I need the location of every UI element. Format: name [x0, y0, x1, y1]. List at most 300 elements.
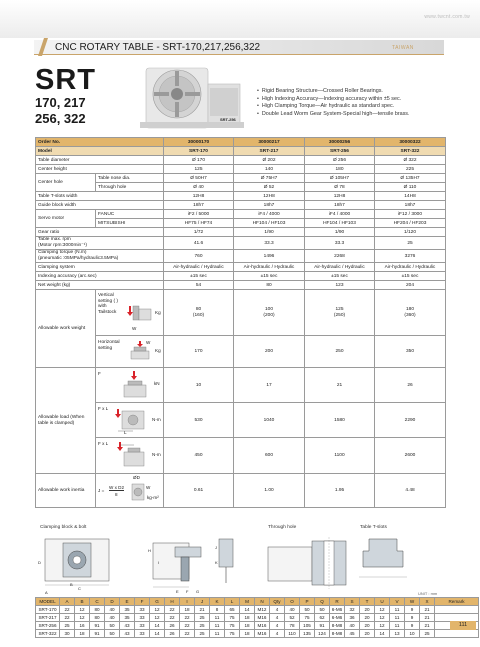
dimensions-body: [36, 598, 479, 638]
cell: 33.3: [305, 237, 375, 250]
dim-cell: U: [375, 598, 390, 606]
dim-cell: 26: [165, 622, 180, 630]
dim-cell: K: [210, 598, 225, 606]
dim-cell: 62: [315, 614, 330, 622]
model-name: SRT-256: [305, 147, 375, 156]
dim-cell: 80: [90, 614, 105, 622]
dim-cell: 33: [135, 606, 150, 614]
load-fxl2-diagram: [114, 442, 150, 470]
dim-cell: 78: [285, 622, 300, 630]
dim-cell: 25: [60, 622, 75, 630]
row-label: Allowable work weight: [36, 290, 96, 368]
dim-cell: [435, 606, 479, 614]
cell: Air-hydraulic / Hydraulic: [305, 263, 375, 272]
dim-cell: 8: [210, 606, 225, 614]
cell: Ø 78: [305, 183, 375, 192]
cell: Ø 110: [375, 183, 446, 192]
page-title: CNC ROTARY TABLE - SRT-170,217,256,322: [55, 42, 261, 53]
cell: ±15 sec: [164, 272, 234, 281]
dim-cell: 33: [135, 614, 150, 622]
cell: 1/90: [234, 228, 305, 237]
dim-cell: 30: [60, 630, 75, 638]
cell: Ø 75H7: [234, 174, 305, 183]
cell: 12H8: [164, 192, 234, 201]
unit-label: kN: [154, 381, 160, 386]
table-row-model: [36, 147, 446, 156]
model-cell: SRT-217: [36, 614, 60, 622]
dim-cell: 8-M8: [330, 630, 345, 638]
cell: iF2 / 5000: [164, 210, 234, 219]
table-row: [36, 174, 446, 183]
cell: 2290: [375, 403, 446, 438]
cell: 0.61: [164, 474, 234, 508]
dim-cell: 14: [375, 630, 390, 638]
cell-value: (200): [263, 312, 275, 318]
cell: 760: [164, 250, 234, 263]
dim-cell: 43: [120, 622, 135, 630]
cell: Air-hydraulic / Hydraulic: [164, 263, 234, 272]
dim-letter: H: [148, 548, 151, 553]
cell: 80: [234, 281, 305, 290]
dim-cell: M: [240, 598, 255, 606]
dim-cell: 20: [360, 622, 375, 630]
dim-cell: 43: [120, 630, 135, 638]
cell: 41.6: [164, 237, 234, 250]
cell: 10: [164, 368, 234, 403]
cell: 26: [375, 368, 446, 403]
row-label: Allowable load (When table is clamped): [36, 368, 96, 474]
dim-cell: 21: [195, 606, 210, 614]
cell: [234, 290, 305, 336]
dim-cell: 40: [105, 606, 120, 614]
dim-cell: 18: [240, 622, 255, 630]
dim-letter: A: [45, 590, 48, 595]
model-line-2: 256, 322: [35, 111, 86, 126]
model-name: SRT-217: [234, 147, 305, 156]
dim-letter: J: [215, 545, 217, 550]
dim-cell: 80: [90, 606, 105, 614]
cell: 123: [305, 281, 375, 290]
model-cell: SRT-256: [36, 622, 60, 630]
cell: 1100: [305, 438, 375, 474]
model-cell: SRT-322: [36, 630, 60, 638]
diameter-label: ØD: [133, 475, 140, 480]
dim-cell: O: [285, 598, 300, 606]
dim-cell: 50: [315, 606, 330, 614]
dim-cell: Qty: [270, 598, 285, 606]
dim-cell: 40: [105, 614, 120, 622]
dim-cell: 25: [420, 630, 435, 638]
model-line-1: 170, 217: [35, 95, 86, 110]
cell: 18h7: [375, 201, 446, 210]
row-label-line: (Motor rpm:3000min⁻¹): [38, 243, 87, 248]
dim-cell: 14: [150, 622, 165, 630]
weight-symbol: W: [146, 485, 151, 490]
dim-cell: B: [75, 598, 90, 606]
horizontal-setting-cell: [96, 336, 164, 368]
dim-cell: 13: [390, 630, 405, 638]
dim-cell: N: [255, 598, 270, 606]
table-row: [36, 210, 446, 219]
cell: 180: [305, 165, 375, 174]
row-label: Allowable work inertia: [36, 474, 96, 508]
country-label: TAIWAN: [392, 45, 414, 51]
dim-cell: 124: [315, 630, 330, 638]
dim-cell: 22: [180, 614, 195, 622]
dim-cell: 9: [405, 614, 420, 622]
order-no: 30000217: [234, 138, 305, 147]
dim-cell: H: [165, 598, 180, 606]
page-number: 111: [450, 621, 476, 630]
cell: Air-hydraulic / Hydraulic: [234, 263, 305, 272]
table-row: [36, 290, 446, 336]
cell: ±15 sec: [375, 272, 446, 281]
model-label: Model: [36, 147, 164, 156]
cell: 1/72: [164, 228, 234, 237]
dim-letter: C: [78, 586, 81, 591]
dim-cell: 18: [180, 606, 195, 614]
tslot-drawing: [355, 533, 415, 591]
dim-cell: 12: [375, 614, 390, 622]
feature-item: • High Clamping Torque—Air hydraulic as standard spec.: [257, 103, 410, 111]
dim-cell: 6-M6: [330, 614, 345, 622]
load-f-diagram: [118, 371, 150, 399]
dim-cell: S: [345, 598, 360, 606]
moment-label: F x L: [98, 441, 109, 446]
dim-letter: D: [38, 560, 41, 565]
cell: 1580: [305, 403, 375, 438]
dim-cell: 22: [60, 614, 75, 622]
cell: 3276: [375, 250, 446, 263]
dim-cell: 75: [225, 630, 240, 638]
model-cell: MODEL: [36, 598, 60, 606]
table-row: [36, 183, 446, 192]
cell: Ø 202: [234, 156, 305, 165]
table-row: [36, 219, 446, 228]
dim-cell: X: [420, 598, 435, 606]
row-label: Net weight (kg): [36, 281, 164, 290]
cell: 12H8: [234, 192, 305, 201]
dim-cell: F: [135, 598, 150, 606]
dim-cell: 20: [360, 630, 375, 638]
unit-label: N-m: [152, 452, 161, 457]
cell: 125: [164, 165, 234, 174]
cell: 600: [234, 438, 305, 474]
dim-cell: 75: [225, 622, 240, 630]
rotary-table-photo: [140, 66, 248, 130]
row-sublabel: Through hole: [96, 183, 164, 192]
order-no: 30000170: [164, 138, 234, 147]
load-fxl-cell: [96, 403, 164, 438]
spec-table: [35, 137, 446, 508]
dim-cell: 26: [165, 630, 180, 638]
order-no-label: Order No.: [36, 138, 164, 147]
row-label-line: (pneumatic :05MPa/hydraulic3.5MPa): [38, 256, 119, 261]
dim-cell: 12: [150, 606, 165, 614]
dim-cell: A: [60, 598, 75, 606]
dim-cell: 12: [375, 606, 390, 614]
table-row-order-no: [36, 138, 446, 147]
dim-cell: 11: [210, 614, 225, 622]
feature-item: • Double Lead Worm Gear System-Special high—tensile brass.: [257, 111, 410, 119]
cell: 1040: [234, 403, 305, 438]
dim-cell: 50: [105, 630, 120, 638]
unit-label: UNIT : mm: [418, 591, 438, 596]
row-sublabel: Table nose dia.: [96, 174, 164, 183]
formula-j: J =: [98, 488, 105, 493]
clamping-block-drawing: [35, 533, 245, 593]
dim-cell: 21: [420, 606, 435, 614]
row-label: Guide block width: [36, 201, 164, 210]
row-label: Gear ratio: [36, 228, 164, 237]
cell: HF75 / HF74: [164, 219, 234, 228]
cell-value: 125: [335, 306, 344, 312]
dim-letter: B: [70, 582, 73, 587]
cell: HF204 / HF203: [375, 219, 446, 228]
cell: 450: [164, 438, 234, 474]
dim-cell: R: [330, 598, 345, 606]
cell: iF4 / 4000: [234, 210, 305, 219]
cell: iF4 / 4000: [305, 210, 375, 219]
dim-cell: 25: [195, 622, 210, 630]
cell: 250: [305, 336, 375, 368]
dim-cell: P: [300, 598, 315, 606]
cell: Ø 135H7: [375, 174, 446, 183]
cell: Ø 105H7: [305, 174, 375, 183]
series-title: SRT: [35, 64, 96, 96]
table-row: [36, 281, 446, 290]
dim-cell: 40: [285, 606, 300, 614]
dim-cell: 11: [390, 622, 405, 630]
dim-cell: T: [360, 598, 375, 606]
formula-denominator: 8: [115, 492, 118, 497]
dim-cell: 50: [300, 606, 315, 614]
cell: HF104 / HF103: [305, 219, 375, 228]
model-name: SRT-170: [164, 147, 234, 156]
vertical-setting-cell: [96, 290, 164, 336]
cell: 4.48: [375, 474, 446, 508]
cell: 18h7: [164, 201, 234, 210]
row-label: Table T-slots width: [36, 192, 164, 201]
table-row: [36, 614, 479, 622]
dim-cell: [435, 630, 479, 638]
dim-cell: M12: [255, 606, 270, 614]
formula-numerator: W x D2: [109, 485, 125, 490]
dim-cell: 10: [405, 630, 420, 638]
cell-value: (360): [404, 312, 416, 318]
dim-cell: 4: [270, 630, 285, 638]
cell: 225: [375, 165, 446, 174]
unit-label: Kg: [155, 348, 161, 353]
dim-cell: 12: [375, 622, 390, 630]
dim-cell: 35: [120, 614, 135, 622]
table-header-row: [36, 598, 479, 606]
cell: 2600: [375, 438, 446, 474]
dim-cell: L: [225, 598, 240, 606]
dim-cell: 40: [345, 622, 360, 630]
cell: 1496: [234, 250, 305, 263]
dim-cell: 21: [420, 622, 435, 630]
dim-cell: 91: [90, 630, 105, 638]
dim-cell: 14: [240, 606, 255, 614]
dim-cell: V: [390, 598, 405, 606]
dim-cell: 12: [75, 606, 90, 614]
through-hole-drawing: [262, 533, 352, 591]
dim-cell: 75: [300, 614, 315, 622]
cell: 25: [375, 237, 446, 250]
dim-cell: 22: [180, 622, 195, 630]
load-fxl2-cell: [96, 438, 164, 474]
cell: [305, 290, 375, 336]
dim-cell: 4: [270, 622, 285, 630]
dim-cell: 11: [210, 622, 225, 630]
dim-cell: D: [105, 598, 120, 606]
dim-cell: 8-M8: [330, 622, 345, 630]
feature-item: • High Indexing Accuracy—Indexing accuracy within ±5 sec.: [257, 96, 410, 104]
dim-cell: 105: [300, 622, 315, 630]
dim-cell: 4: [270, 614, 285, 622]
row-label: Clamping system: [36, 263, 164, 272]
cell: [164, 290, 234, 336]
table-row: [36, 237, 446, 250]
cell: Ø 50H7: [164, 174, 234, 183]
cell: 21: [305, 368, 375, 403]
inertia-cell: [96, 474, 164, 508]
dim-cell: J: [195, 598, 210, 606]
cell: HF104 / HF103: [234, 219, 305, 228]
dim-cell: 91: [90, 622, 105, 630]
cell: 204: [375, 281, 446, 290]
through-hole-drawing-title: Through hole: [268, 525, 297, 530]
dim-letter: K: [215, 560, 218, 565]
table-row: [36, 630, 479, 638]
load-f-cell: [96, 368, 164, 403]
website-url[interactable]: www.twcnt.com.tw: [424, 14, 470, 20]
table-row: [36, 368, 446, 403]
dim-cell: 22: [180, 630, 195, 638]
vertical-setting-label: Vertical setting ( ) with Tailstock: [98, 293, 118, 315]
unit-label: kg-m²: [147, 495, 159, 500]
dim-cell: 25: [195, 630, 210, 638]
dim-cell: Remark: [435, 598, 479, 606]
table-row: [36, 156, 446, 165]
dimensions-table: [35, 597, 479, 638]
table-row: [36, 201, 446, 210]
dim-cell: I: [180, 598, 195, 606]
dim-cell: 22: [165, 614, 180, 622]
dim-cell: 110: [285, 630, 300, 638]
cell: 200: [234, 336, 305, 368]
model-cell: SRT-170: [36, 606, 60, 614]
cell: Ø 256: [305, 156, 375, 165]
cell: 2268: [305, 250, 375, 263]
cell: 350: [375, 336, 446, 368]
row-label: Center hole: [36, 174, 96, 192]
unit-label: N-m: [152, 417, 161, 422]
cell: 18h7: [305, 201, 375, 210]
cell-value: 100: [264, 306, 273, 312]
dim-cell: 16: [75, 622, 90, 630]
dim-letter: E: [176, 589, 179, 594]
dim-cell: Q: [315, 598, 330, 606]
table-row: [36, 165, 446, 174]
cell: Ø 322: [375, 156, 446, 165]
dim-cell: 20: [360, 606, 375, 614]
unit-label: Kg: [155, 310, 161, 315]
table-row: [36, 272, 446, 281]
dim-cell: 6-M6: [330, 606, 345, 614]
tslot-drawing-title: Table T-slots: [360, 525, 387, 530]
weight-symbol: W: [146, 340, 151, 345]
row-label-line: Clamping torque (N.m): [38, 250, 87, 256]
dim-cell: 14: [150, 630, 165, 638]
cell: 1/120: [375, 228, 446, 237]
dim-cell: 9: [405, 606, 420, 614]
table-row: [36, 250, 446, 263]
dim-cell: 33: [135, 630, 150, 638]
dim-cell: 22: [60, 606, 75, 614]
table-row: [36, 403, 446, 438]
dim-letter: F: [186, 589, 189, 594]
dim-cell: 21: [420, 614, 435, 622]
cell-value: 180: [405, 306, 414, 312]
dim-cell: 12: [150, 614, 165, 622]
table-row: [36, 474, 446, 508]
dim-cell: M16: [255, 630, 270, 638]
cell: ±15 sec: [305, 272, 375, 281]
cell: 18h7: [234, 201, 305, 210]
force-label: F: [98, 371, 101, 376]
dim-cell: E: [120, 598, 135, 606]
row-label-line: Table max. rpm: [38, 237, 71, 243]
title-slash-icon: [38, 38, 48, 56]
dim-cell: 18: [75, 630, 90, 638]
dim-cell: 22: [165, 606, 180, 614]
table-row: [36, 228, 446, 237]
cell: iF12 / 3000: [375, 210, 446, 219]
dim-cell: M16: [255, 614, 270, 622]
cell: 170: [164, 336, 234, 368]
row-label: [36, 250, 164, 263]
dim-cell: 18: [240, 614, 255, 622]
cell: 1/90: [305, 228, 375, 237]
cell: 17: [234, 368, 305, 403]
table-row: [36, 622, 479, 630]
dim-cell: 20: [360, 614, 375, 622]
cell: Ø 170: [164, 156, 234, 165]
feature-item: • Rigid Bearing Structure—Crossed Roller Bearings.: [257, 88, 410, 96]
table-row: [36, 606, 479, 614]
table-row: [36, 438, 446, 474]
model-name: SRT-322: [375, 147, 446, 156]
clamping-drawing-title: Clamping block & bolt: [40, 525, 87, 530]
dim-cell: 11: [390, 614, 405, 622]
cell: 33.3: [234, 237, 305, 250]
dim-letter: I: [158, 560, 160, 565]
load-fxl-diagram: [114, 407, 150, 435]
cell: Ø 52: [234, 183, 305, 192]
inertia-diagram: [130, 478, 146, 504]
horizontal-setting-label: Horizontal setting: [98, 340, 120, 351]
cell: ±15 sec: [234, 272, 305, 281]
dim-cell: 91: [315, 622, 330, 630]
dim-cell: 11: [210, 630, 225, 638]
cell: 1.00: [234, 474, 305, 508]
dim-cell: 52: [285, 614, 300, 622]
cell: 12H8: [305, 192, 375, 201]
moment-label: F x L: [98, 406, 109, 411]
dim-cell: 45: [345, 630, 360, 638]
